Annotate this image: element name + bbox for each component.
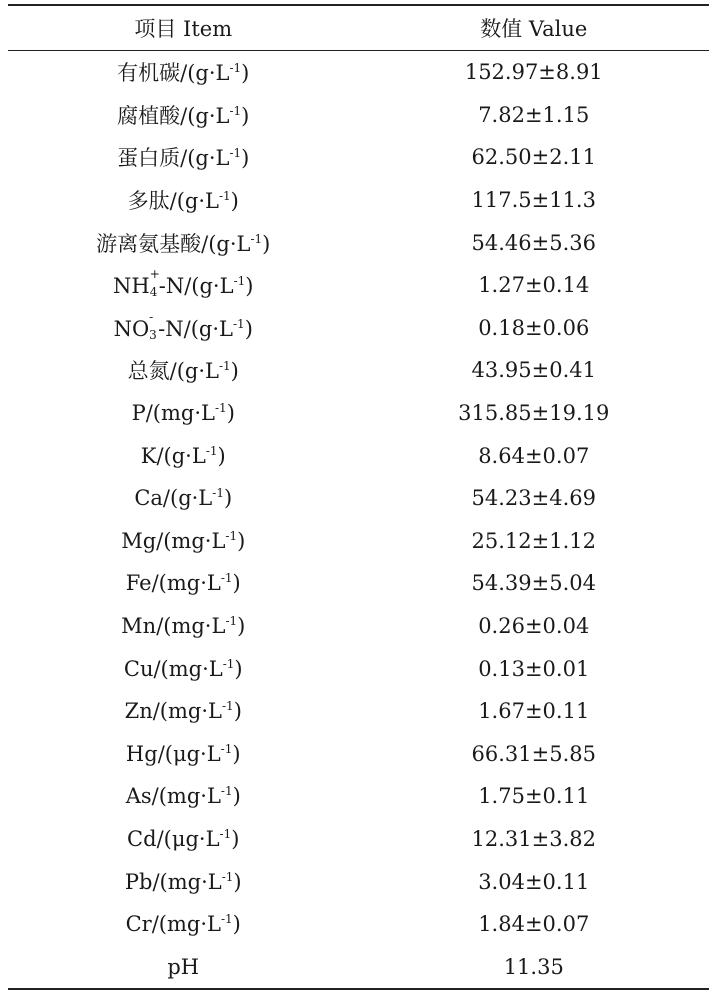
unit-text: /(μg·L <box>157 741 221 766</box>
table-row <box>8 903 709 946</box>
item-cell <box>8 733 359 776</box>
unit-close: ) <box>241 146 250 171</box>
item-unit <box>170 189 239 213</box>
item-cell <box>8 690 359 733</box>
unit-exponent: -1 <box>214 401 227 416</box>
unit-text: /(g·L <box>184 274 234 299</box>
unit-exponent: -1 <box>212 486 224 501</box>
item-unit <box>156 529 245 553</box>
item-unit <box>153 657 242 681</box>
item-unit <box>163 486 232 510</box>
unit-exponent: -1 <box>220 571 233 586</box>
table-row <box>8 520 709 563</box>
item-name: 总氮 <box>127 359 170 384</box>
table-row <box>8 945 709 989</box>
value-cell: 54.46±5.36 <box>471 230 596 255</box>
unit-text: /(mg·L <box>151 571 221 596</box>
table-row <box>8 733 709 776</box>
item-cell <box>8 605 359 648</box>
unit-close: ) <box>230 359 239 384</box>
table-row <box>8 307 709 350</box>
table-row <box>8 136 709 179</box>
item-name: P <box>131 401 146 426</box>
item-name: As <box>125 784 152 809</box>
unit-close: ) <box>262 231 271 256</box>
item-name: Cr <box>125 912 152 937</box>
table-row <box>8 860 709 903</box>
item-name: Hg <box>125 741 158 766</box>
unit-exponent: -1 <box>225 528 238 543</box>
value-cell: 12.31±3.82 <box>471 826 596 851</box>
unit-text: /(μg·L <box>156 826 220 851</box>
unit-exponent: -1 <box>220 784 233 799</box>
value-cell: 25.12±1.12 <box>471 528 596 553</box>
item-unit <box>180 104 249 128</box>
unit-text: /(g·L <box>156 443 206 468</box>
item-unit <box>156 444 225 468</box>
value-cell: 315.85±19.19 <box>458 401 610 426</box>
unit-text: /(g·L <box>169 359 219 384</box>
value-cell: 62.50±2.11 <box>471 145 596 170</box>
unit-close: ) <box>244 316 253 341</box>
unit-close: ) <box>232 912 241 937</box>
table-row <box>8 221 709 264</box>
item-name: Zn <box>124 699 153 724</box>
table-row <box>8 94 709 137</box>
table-row <box>8 818 709 861</box>
value-cell: 7.82±1.15 <box>478 102 590 127</box>
item-name-suffix: -N <box>158 316 184 341</box>
item-name: 有机碳 <box>117 61 181 86</box>
item-cell <box>8 562 359 605</box>
unit-text: /(mg·L <box>152 699 222 724</box>
unit-exponent: -1 <box>221 699 234 714</box>
table-row <box>8 605 709 648</box>
table-row <box>8 434 709 477</box>
item-cell <box>8 775 359 818</box>
item-unit <box>153 699 242 723</box>
item-cell <box>8 307 359 350</box>
unit-close: ) <box>245 274 254 299</box>
item-name: 腐植酸 <box>117 103 181 128</box>
unit-close: ) <box>233 699 242 724</box>
item-unit <box>152 912 241 936</box>
value-cell: 3.04±0.11 <box>478 869 590 894</box>
value-cell: 0.18±0.06 <box>478 315 590 340</box>
item-name: Mg <box>121 528 157 553</box>
table-row <box>8 179 709 222</box>
item-unit <box>170 359 239 383</box>
data-table-container <box>8 4 709 990</box>
unit-close: ) <box>231 826 240 851</box>
unit-text: /(mg·L <box>156 614 226 639</box>
table-header <box>8 5 709 51</box>
unit-text: /(g·L <box>180 103 230 128</box>
item-name: Cu <box>123 656 154 681</box>
value-cell: 1.75±0.11 <box>478 784 590 809</box>
table-row <box>8 562 709 605</box>
table-row <box>8 51 709 94</box>
item-cell <box>8 434 359 477</box>
item-cell <box>8 818 359 861</box>
item-cell <box>8 647 359 690</box>
item-cell <box>8 179 359 222</box>
table-body <box>8 51 709 990</box>
unit-text: /(mg·L <box>151 784 221 809</box>
unit-close: ) <box>232 784 241 809</box>
header-row <box>8 5 709 51</box>
unit-close: ) <box>234 656 243 681</box>
value-cell: 117.5±11.3 <box>471 188 596 213</box>
unit-close: ) <box>223 486 233 511</box>
unit-exponent: -1 <box>221 869 234 884</box>
table-row <box>8 349 709 392</box>
item-unit <box>152 870 241 894</box>
unit-text: /(mg·L <box>152 869 222 894</box>
value-cell: 54.23±4.69 <box>471 486 596 511</box>
item-unit <box>184 317 253 341</box>
unit-exponent: -1 <box>229 61 242 76</box>
header-value: 数值 Value <box>359 5 710 51</box>
value-cell: 1.67±0.11 <box>478 699 590 724</box>
value-cell: 152.97±8.91 <box>464 60 603 85</box>
item-cell <box>8 392 359 435</box>
value-cell: 8.64±0.07 <box>478 443 590 468</box>
unit-close: ) <box>230 189 239 214</box>
table-row <box>8 775 709 818</box>
item-cell <box>8 264 359 307</box>
item-name: Mn <box>121 614 157 639</box>
unit-exponent: -1 <box>205 443 218 458</box>
unit-exponent: -1 <box>250 231 263 246</box>
value-cell: 43.95±0.41 <box>471 358 596 383</box>
unit-close: ) <box>217 443 226 468</box>
value-cell: 66.31±5.85 <box>471 741 596 766</box>
item-unit <box>201 232 270 256</box>
unit-exponent: -1 <box>233 274 246 289</box>
item-name: pH <box>167 954 200 979</box>
unit-exponent: -1 <box>233 316 245 331</box>
unit-close: ) <box>226 401 235 426</box>
unit-text: /(mg·L <box>151 912 221 937</box>
unit-close: ) <box>232 571 241 596</box>
unit-text: /(mg·L <box>153 656 223 681</box>
unit-text: /(g·L <box>180 61 230 86</box>
value-cell: 1.27±0.14 <box>478 273 590 298</box>
item-unit <box>180 146 249 170</box>
item-unit <box>157 827 240 851</box>
value-cell: 1.84±0.07 <box>478 912 590 937</box>
unit-close: ) <box>241 103 250 128</box>
table-row <box>8 264 709 307</box>
value-cell: 0.26±0.04 <box>478 614 590 639</box>
table-row <box>8 392 709 435</box>
table-row <box>8 690 709 733</box>
item-name: Ca <box>134 486 163 511</box>
value-cell: 11.35 <box>503 954 564 979</box>
item-name: 蛋白质 <box>117 146 181 171</box>
unit-exponent: -1 <box>225 614 238 629</box>
item-unit <box>158 742 241 766</box>
item-unit <box>156 614 245 638</box>
unit-close: ) <box>233 869 242 894</box>
item-name: 游离氨基酸 <box>96 231 202 256</box>
unit-close: ) <box>241 61 250 86</box>
ion-charge-stack: + 4 <box>149 267 160 300</box>
unit-text: /(mg·L <box>145 401 215 426</box>
unit-exponent: -1 <box>219 826 232 841</box>
table-row <box>8 647 709 690</box>
table-row <box>8 477 709 520</box>
unit-exponent: -1 <box>229 146 242 161</box>
item-unit <box>146 401 235 425</box>
item-cell <box>8 945 359 989</box>
item-cell <box>8 221 359 264</box>
item-cell <box>8 136 359 179</box>
item-cell <box>8 860 359 903</box>
unit-text: /(g·L <box>162 486 213 511</box>
unit-close: ) <box>232 741 241 766</box>
unit-exponent: -1 <box>220 741 233 756</box>
item-cell <box>8 51 359 94</box>
unit-text: /(mg·L <box>156 528 226 553</box>
item-name: 多肽 <box>127 189 170 214</box>
item-cell <box>8 903 359 946</box>
item-name: NO <box>113 316 150 341</box>
item-name: NH <box>113 274 150 299</box>
item-unit <box>152 784 241 808</box>
ion-charge-stack: - 3 <box>149 309 157 342</box>
unit-exponent: -1 <box>229 103 242 118</box>
item-unit <box>184 274 253 298</box>
unit-exponent: -1 <box>218 359 231 374</box>
item-unit <box>152 571 241 595</box>
item-name: Fe <box>125 571 152 596</box>
unit-exponent: -1 <box>220 912 233 927</box>
item-name-suffix: -N <box>158 274 185 299</box>
unit-close: ) <box>237 614 246 639</box>
unit-text: /(g·L <box>180 146 230 171</box>
item-name: Cd <box>127 826 157 851</box>
unit-close: ) <box>237 528 246 553</box>
unit-text: /(g·L <box>201 231 251 256</box>
item-cell <box>8 94 359 137</box>
item-cell <box>8 477 359 520</box>
item-cell <box>8 349 359 392</box>
item-name: Pb <box>124 869 153 894</box>
item-name: K <box>140 443 157 468</box>
unit-exponent: -1 <box>222 656 235 671</box>
header-item: 项目 Item <box>8 5 359 51</box>
unit-text: /(g·L <box>183 316 233 341</box>
unit-text: /(g·L <box>169 189 219 214</box>
value-cell: 0.13±0.01 <box>478 656 590 681</box>
item-unit <box>180 61 249 85</box>
item-cell <box>8 520 359 563</box>
value-cell: 54.39±5.04 <box>471 571 596 596</box>
data-table <box>8 4 709 990</box>
unit-exponent: -1 <box>218 189 231 204</box>
